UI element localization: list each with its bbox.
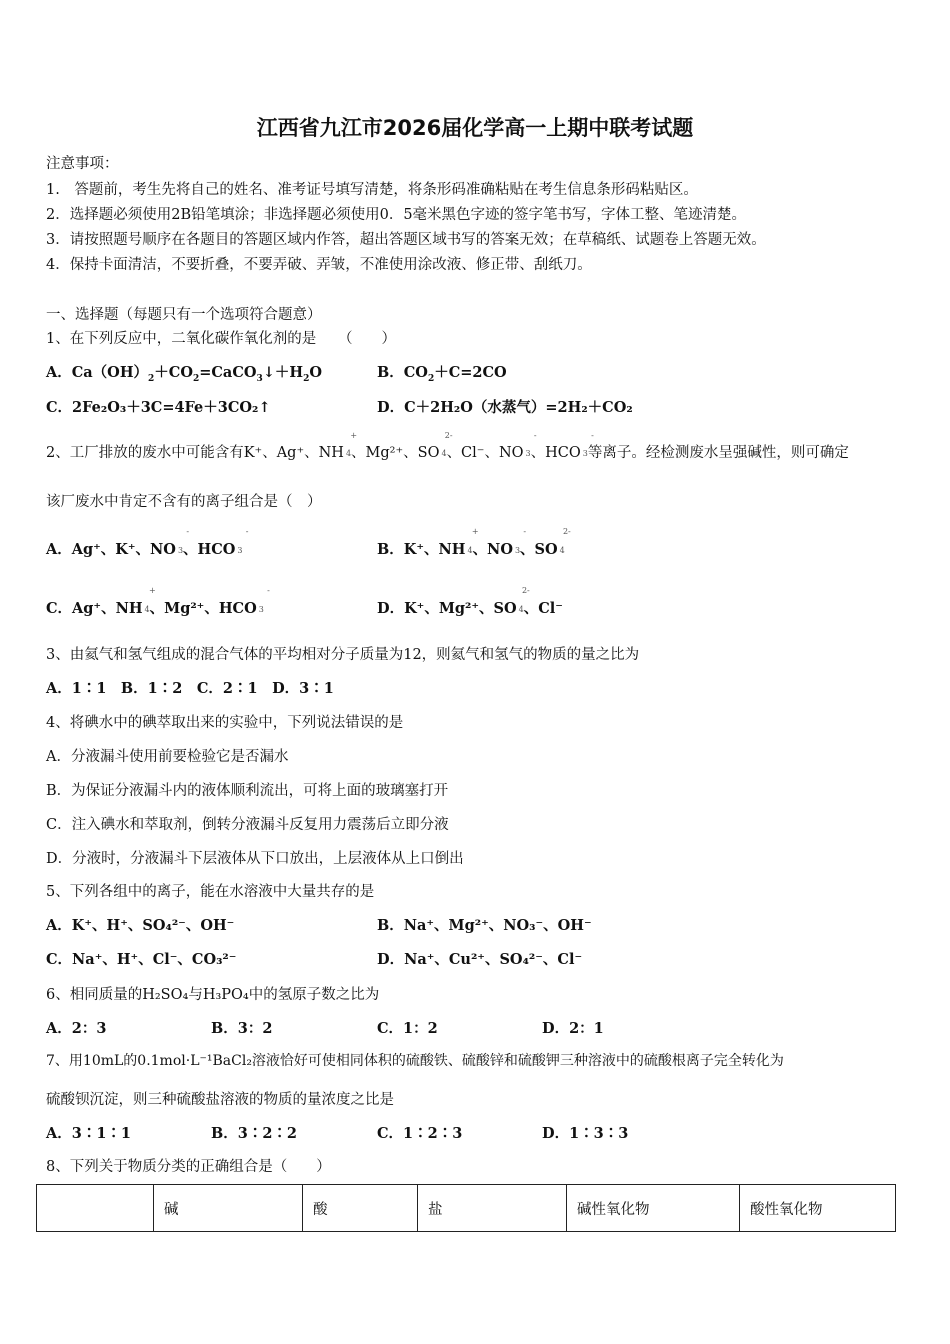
q2-option-b: B．K⁺、NH + 4、NO - 3、SO 2- 4	[377, 527, 571, 558]
q6-option-b: B．3：2	[211, 1020, 273, 1037]
q2-option-a: A．Ag⁺、K⁺、NO - 3、HCO - 3	[46, 527, 249, 558]
question-3-stem: 3、由氦气和氢气组成的混合气体的平均相对分子质量为12，则氦气和氢气的物质的量之比为	[46, 647, 640, 663]
table-header-cell: 酸	[303, 1185, 418, 1232]
question-4-stem: 4、将碘水中的碘萃取出来的实验中，下列说法错误的是	[46, 715, 404, 731]
section-heading: 一、选择题（每题只有一个选项符合题意）	[46, 307, 322, 323]
table-header-cell: 酸性氧化物	[740, 1185, 896, 1232]
question-7-stem: 7、用10mL的0.1mol·L⁻¹BaCl₂溶液恰好可使相同体积的硫酸铁、硫酸锌和硫酸钾三种溶液中的硫酸根离子完全转化为	[46, 1053, 784, 1069]
q7-option-c: C．1∶2∶3	[377, 1125, 463, 1142]
table-header-cell: 盐	[418, 1185, 567, 1232]
notice-item: 1. 答题前，考生先将自己的姓名、准考证号填写清楚，将条形码准确粘贴在考生信息条形码粘贴区。	[46, 182, 698, 198]
question-8-stem: 8、下列关于物质分类的正确组合是（ ）	[46, 1159, 331, 1175]
classification-table	[36, 1184, 896, 1232]
q7-option-a: A．3∶1∶1	[46, 1125, 132, 1142]
page-title: 江西省九江市2026届化学高一上期中联考试题	[256, 116, 694, 140]
q6-option-c: C．1：2	[377, 1020, 438, 1037]
question-2-stem-cont: 该厂废水中肯定不含有的离子组合是（ ）	[46, 494, 322, 510]
question-5-stem: 5、下列各组中的离子，能在水溶液中大量共存的是	[46, 884, 375, 900]
q4-option-b: B．为保证分液漏斗内的液体顺利流出，可将上面的玻璃塞打开	[46, 783, 449, 799]
q1-option-c: C．2Fe₂O₃＋3C=4Fe＋3CO₂↑	[46, 399, 271, 416]
table-header-cell: 碱	[154, 1185, 303, 1232]
notice-heading: 注意事项：	[46, 156, 119, 172]
q3-options: A．1∶1 B．1∶2 C．2∶1 D．3∶1	[46, 680, 334, 697]
q5-option-c: C．Na⁺、H⁺、Cl⁻、CO₃²⁻	[46, 951, 237, 968]
notice-item: 3．请按照题号顺序在各题目的答题区域内作答，超出答题区域书写的答案无效；在草稿纸、试题卷上答题无效。	[46, 232, 766, 248]
table-header-row	[37, 1185, 896, 1232]
q4-option-d: D．分液时，分液漏斗下层液体从下口放出，上层液体从上口倒出	[46, 851, 464, 867]
q2-option-c: C．Ag⁺、NH + 4、Mg²⁺、HCO - 3	[46, 586, 270, 617]
q7-option-b: B．3∶2∶2	[211, 1125, 298, 1142]
q7-option-d: D．1∶3∶3	[542, 1125, 629, 1142]
question-7-stem-cont: 硫酸钡沉淀，则三种硫酸盐溶液的物质的量浓度之比是	[46, 1092, 394, 1108]
table-header-cell: 碱性氧化物	[567, 1185, 740, 1232]
q1-option-b: B．$CO_2+C=2CO$	[377, 364, 507, 384]
q2-option-d: D．K⁺、Mg²⁺、SO 2- 4、Cl⁻	[377, 586, 563, 617]
q5-option-b: B．Na⁺、Mg²⁺、NO₃⁻、OH⁻	[377, 917, 592, 934]
question-6-stem: 6、相同质量的H₂SO₄与H₃PO₄中的氢原子数之比为	[46, 987, 380, 1003]
q5-option-d: D．Na⁺、Cu²⁺、SO₄²⁻、Cl⁻	[377, 951, 583, 968]
q1-option-a: A．$Ca(OH)_2+CO_2=CaCO_3↓+H_2O$	[46, 364, 323, 384]
question-2-stem: 2、工厂排放的废水中可能含有K⁺、Ag⁺、NH + 4、Mg²⁺、SO 2- 4、Cl⁻、NO - 3、HCO - 3等离子。经检测废水呈强碱性，则可确定	[46, 431, 849, 461]
q6-option-d: D．2：1	[542, 1020, 604, 1037]
q5-option-a: A．K⁺、H⁺、SO₄²⁻、OH⁻	[46, 917, 235, 934]
table-header-cell	[37, 1185, 154, 1232]
q6-option-a: A．2：3	[46, 1020, 107, 1037]
q1-option-d: D．C＋2H₂O（水蒸气）=2H₂＋CO₂	[377, 399, 633, 416]
question-1-stem: 1、在下列反应中，二氧化碳作氧化剂的是 （ ）	[46, 331, 396, 347]
notice-item: 4．保持卡面清洁，不要折叠，不要弄破、弄皱，不准使用涂改液、修正带、刮纸刀。	[46, 257, 592, 273]
q4-option-c: C．注入碘水和萃取剂，倒转分液漏斗反复用力震荡后立即分液	[46, 817, 449, 833]
q4-option-a: A．分液漏斗使用前要检验它是否漏水	[46, 749, 289, 765]
notice-item: 2．选择题必须使用2B铅笔填涂；非选择题必须使用0．5毫米黑色字迹的签字笔书写，字体工整、笔迹清楚。	[46, 207, 747, 223]
